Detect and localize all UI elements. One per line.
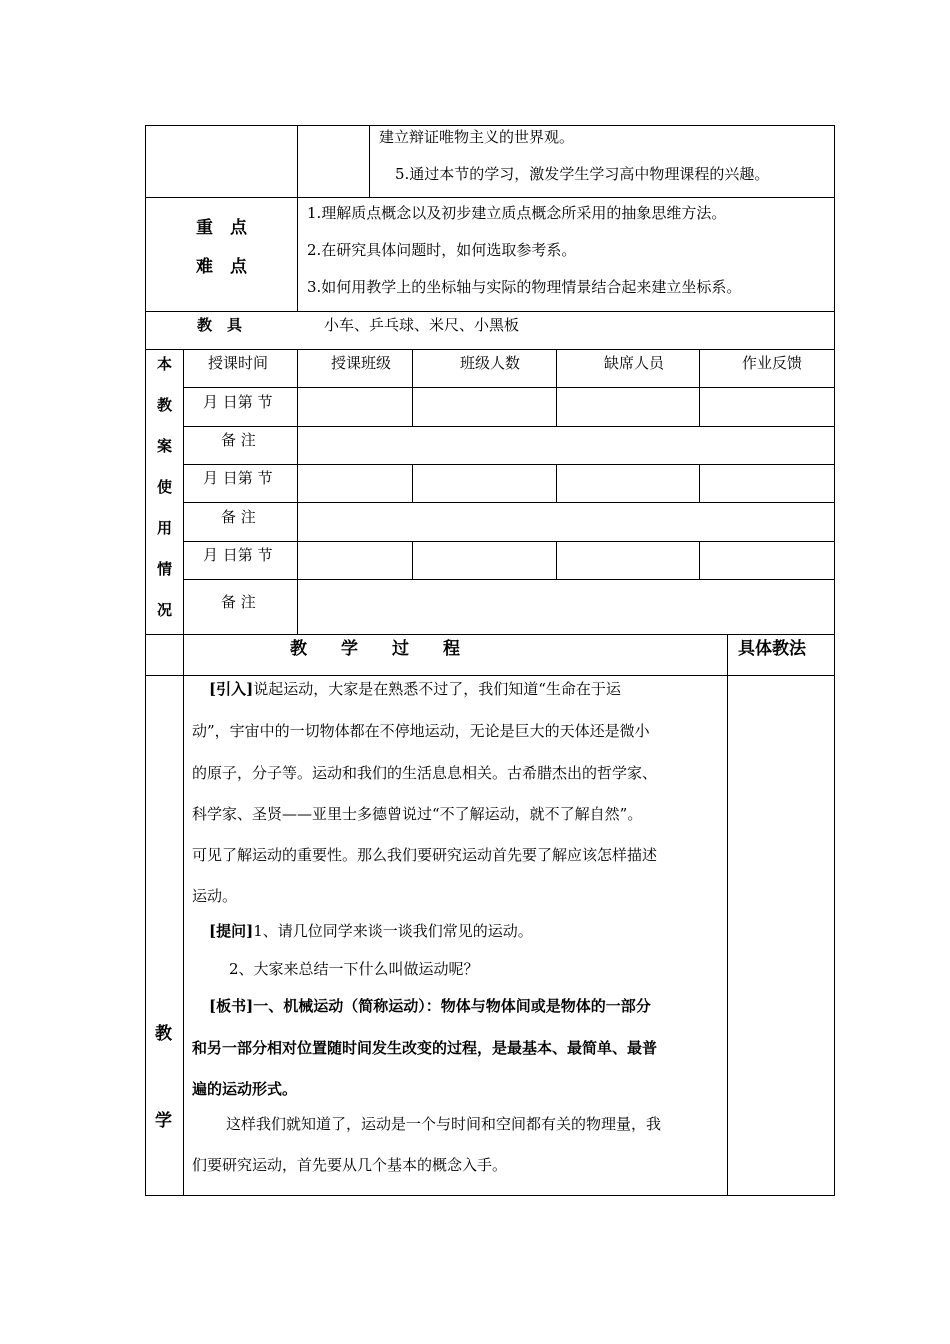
key-point-item: 3.如何用教学上的坐标轴与实际的物理情景结合起来建立坐标系。 [307, 278, 742, 296]
table-rule [412, 464, 413, 502]
tools-label: 教 具 [197, 316, 243, 334]
usage-time-cell: 月 日第 节 [203, 469, 273, 487]
process-side-char: 学 [155, 1111, 172, 1131]
usage-time-cell: 月 日第 节 [203, 546, 273, 564]
usage-side-char: 案 [157, 437, 173, 455]
table-rule [183, 464, 835, 465]
table-rule [699, 464, 700, 502]
table-rule [556, 541, 557, 579]
table-rule [183, 541, 835, 542]
table-rule [699, 541, 700, 579]
table-rule [145, 1195, 835, 1196]
table-rule [145, 349, 835, 350]
usage-header: 班级人数 [460, 354, 521, 372]
usage-header: 授课时间 [208, 354, 269, 372]
table-rule [556, 387, 557, 426]
table-rule [145, 197, 835, 198]
process-header: 教 学 过 程 [290, 639, 460, 659]
intro-paragraph-line: [引入]说起运动，大家是在熟悉不过了，我们知道“生命在于运 [209, 680, 621, 698]
table-rule [183, 426, 835, 427]
table-rule [412, 541, 413, 579]
table-rule [699, 349, 700, 387]
closing-line: 这样我们就知道了，运动是一个与时间和空间都有关的物理量，我 [226, 1115, 662, 1133]
table-rule [145, 634, 835, 635]
usage-side-char: 本 [157, 355, 173, 373]
table-rule [297, 349, 298, 634]
usage-note-cell: 备 注 [221, 431, 256, 449]
intro-paragraph-line: 动”，宇宙中的一切物体都在不停地运动，无论是巨大的天体还是微小 [192, 722, 650, 740]
objective-line: 建立辩证唯物主义的世界观。 [379, 128, 575, 146]
intro-paragraph-line: 科学家、圣贤——亚里士多德曾说过“不了解运动，就不了解自然”。 [192, 805, 643, 823]
usage-side-char: 情 [157, 560, 173, 578]
table-rule [412, 349, 413, 387]
usage-side-char: 教 [157, 396, 173, 414]
usage-side-char: 况 [157, 601, 173, 619]
table-rule [556, 464, 557, 502]
usage-header: 作业反馈 [742, 354, 803, 372]
table-rule [145, 675, 835, 676]
table-rule [412, 387, 413, 426]
usage-note-cell: 备 注 [221, 593, 256, 611]
usage-time-cell: 月 日第 节 [203, 393, 273, 411]
table-rule [145, 125, 146, 1196]
table-rule [183, 349, 184, 1195]
table-rule [183, 502, 835, 503]
key-point-item: 1.理解质点概念以及初步建立质点概念所采用的抽象思维方法。 [307, 204, 727, 222]
table-rule [145, 125, 835, 126]
closing-line: 们要研究运动，首先要从几个基本的概念入手。 [192, 1156, 508, 1174]
usage-header: 授课班级 [331, 354, 392, 372]
board-line: [板书]一、机械运动（简称运动）：物体与物体间或是物体的一部分 [209, 997, 651, 1015]
question-tag: [提问] [209, 922, 254, 940]
question-line: 2、大家来总结一下什么叫做运动呢？ [229, 960, 479, 978]
usage-note-cell: 备 注 [221, 508, 256, 526]
difficulty-label: 难 点 [196, 257, 247, 277]
intro-paragraph-line: 运动。 [192, 887, 238, 905]
key-point-item: 2.在研究具体问题时，如何选取参考系。 [307, 241, 577, 259]
process-side-char: 教 [155, 1024, 172, 1044]
method-header: 具体教法 [738, 639, 806, 659]
table-rule [183, 579, 835, 580]
board-line: 遍的运动形式。 [192, 1080, 298, 1098]
usage-header: 缺席人员 [604, 354, 665, 372]
table-rule [183, 387, 835, 388]
table-rule [834, 125, 835, 1196]
key-point-label: 重 点 [196, 218, 247, 238]
table-rule [369, 125, 370, 197]
table-rule [727, 634, 728, 1195]
table-rule [699, 387, 700, 426]
tools-value: 小车、乒乓球、米尺、小黑板 [324, 316, 520, 334]
intro-paragraph-line: 的原子，分子等。运动和我们的生活息息相关。古希腊杰出的哲学家、 [192, 764, 658, 782]
usage-side-char: 用 [157, 519, 173, 537]
table-rule [297, 197, 298, 311]
board-line: 和另一部分相对位置随时间发生改变的过程，是最基本、最简单、最普 [192, 1039, 658, 1057]
table-rule [556, 349, 557, 387]
question-line: [提问]1、请几位同学来谈一谈我们常见的运动。 [209, 922, 533, 940]
intro-tag: [引入] [209, 680, 254, 698]
table-rule [297, 125, 298, 197]
table-rule [145, 311, 835, 312]
objective-line: 5.通过本节的学习，激发学生学习高中物理课程的兴趣。 [395, 165, 770, 183]
intro-paragraph-line: 可见了解运动的重要性。那么我们要研究运动首先要了解应该怎样描述 [192, 846, 658, 864]
usage-side-char: 使 [157, 478, 173, 496]
